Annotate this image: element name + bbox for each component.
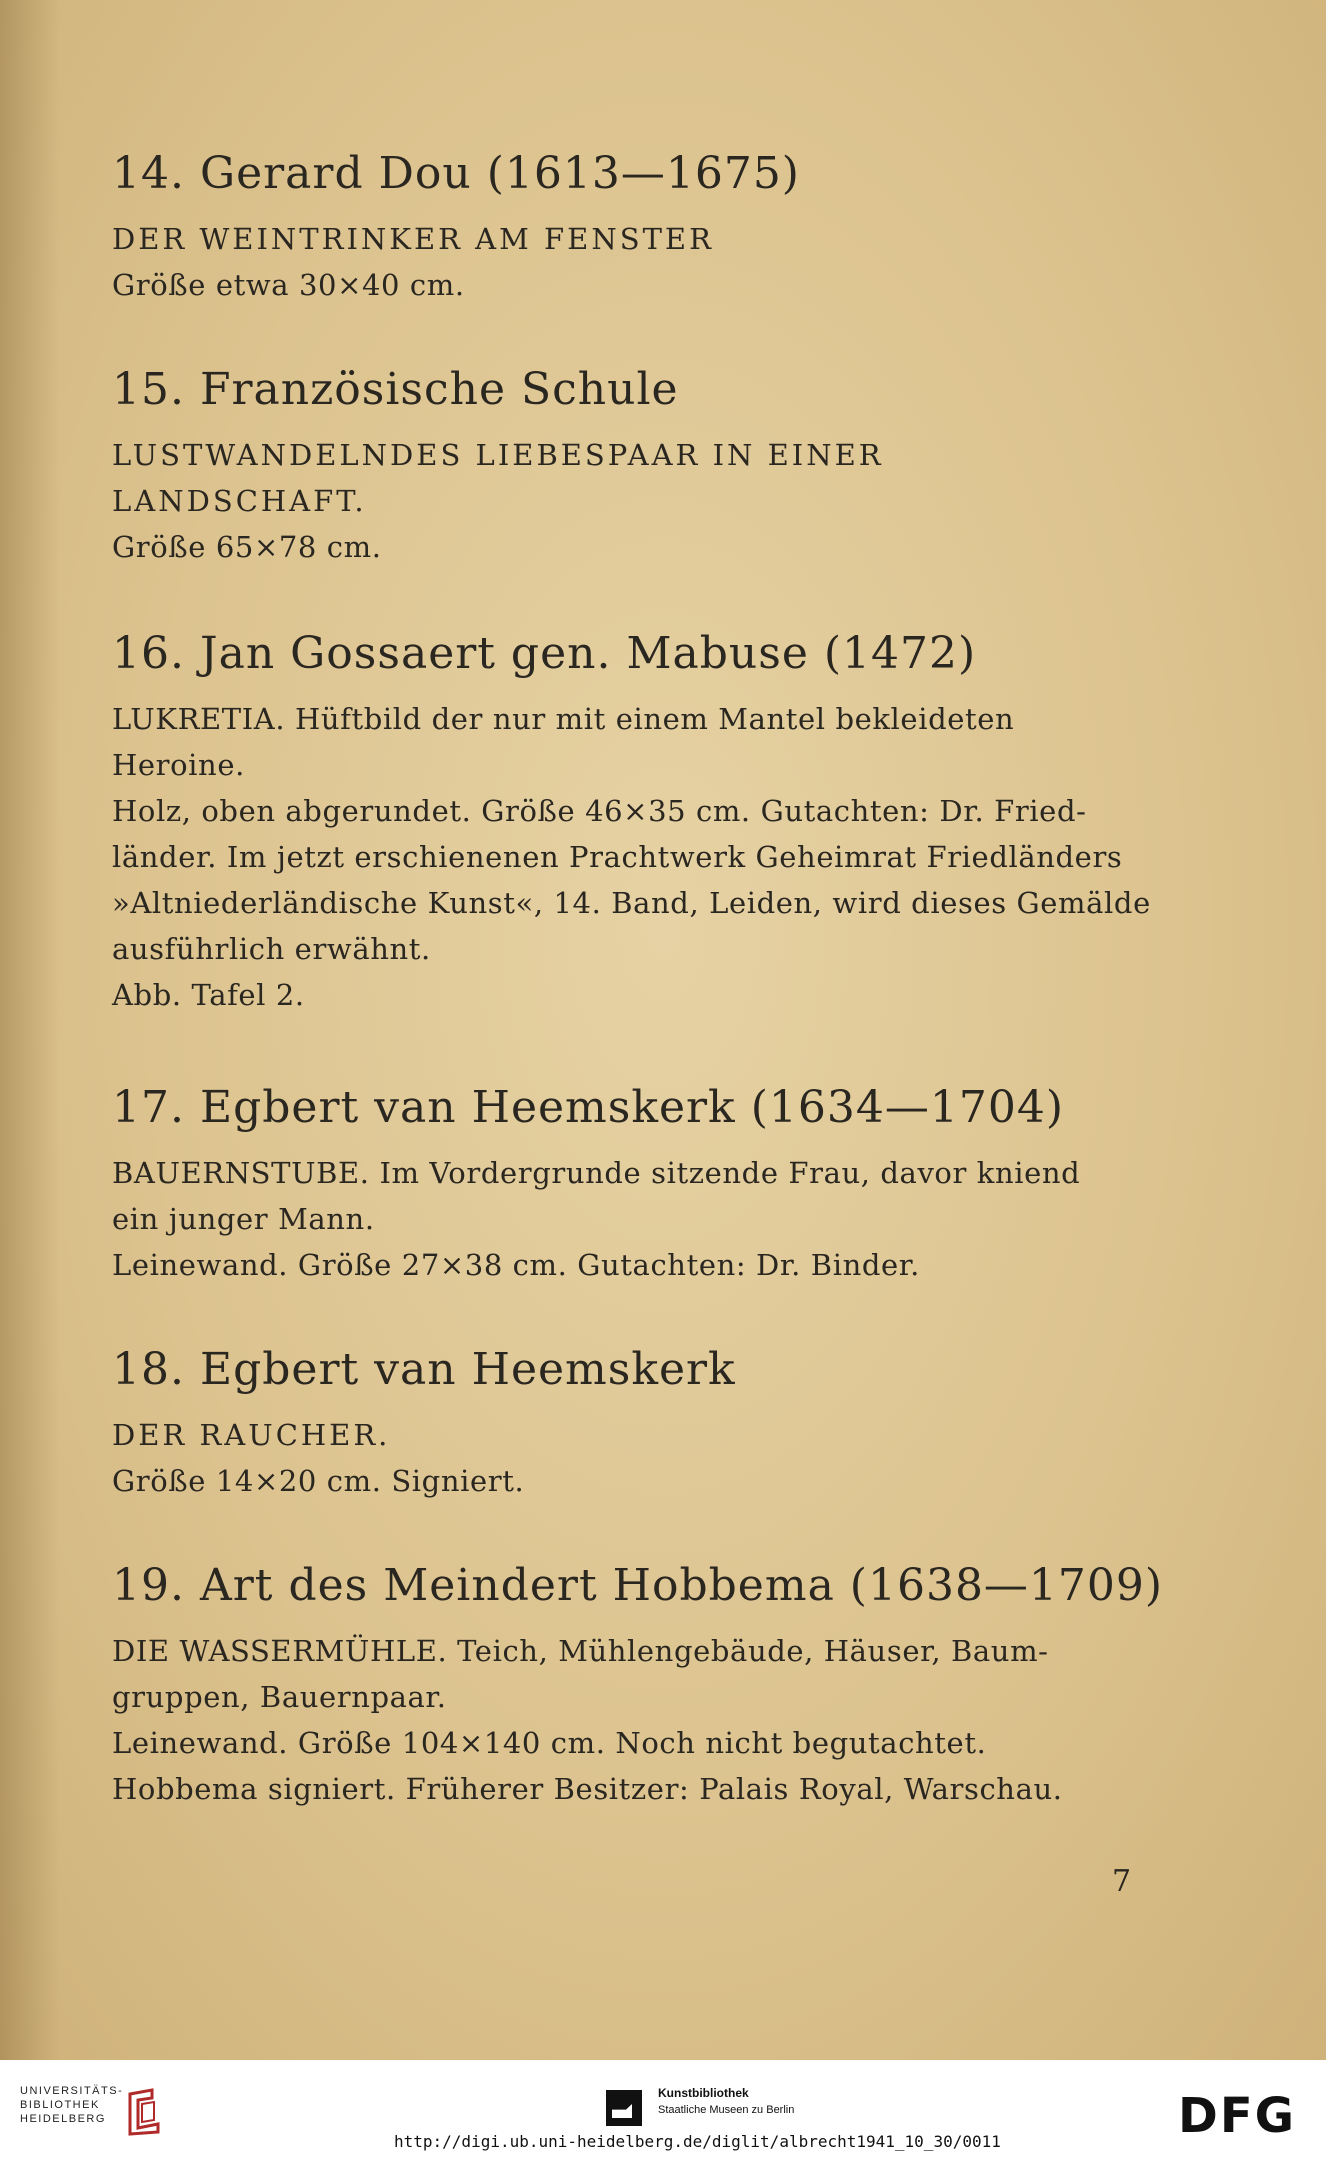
entry-heading: 17. Egbert van Heemskerk (1634—1704) [112,1082,1064,1133]
source-url-link[interactable]: http://digi.ub.uni-heidelberg.de/diglit/albrecht1941_10_30/0011 [394,2132,1001,2151]
footer-bar [0,2060,1326,2157]
kunstbibliothek-icon [606,2090,642,2126]
entry-line: Abb. Tafel 2. [112,978,305,1012]
catalog-entry-14 [112,146,1142,308]
entry-line: LANDSCHAFT. [112,484,367,518]
entry-line: Größe 14×20 cm. Signiert. [112,1464,525,1498]
entry-line: ausführlich erwähnt. [112,932,431,966]
entry-line: BAUERNSTUBE. Im Vordergrunde sitzende Frau, davor kniend [112,1156,1081,1190]
entry-line: DER RAUCHER. [112,1418,391,1452]
university-emblem-icon [124,2088,164,2136]
page-number: 7 [1112,1864,1132,1899]
kunstbibliothek-logo[interactable] [606,2082,846,2132]
entry-line: LUSTWANDELNDES LIEBESPAAR IN EINER [112,438,884,472]
entry-heading: 18. Egbert van Heemskerk [112,1344,736,1395]
entry-line: Größe etwa 30×40 cm. [112,268,465,302]
catalog-entry-17 [112,1080,1142,1288]
entry-heading: 19. Art des Meindert Hobbema (1638—1709) [112,1560,1164,1611]
entry-line: länder. Im jetzt erschienenen Prachtwerk Geheimrat Friedländers [112,840,1123,874]
entry-line: Heroine. [112,748,245,782]
entry-line: gruppen, Bauernpaar. [112,1680,447,1714]
entry-line: DIE WASSERMÜHLE. Teich, Mühlengebäude, Häuser, Baum- [112,1634,1049,1668]
entry-heading: 16. Jan Gossaert gen. Mabuse (1472) [112,628,977,679]
university-library-logo[interactable] [20,2084,180,2144]
entry-line: Holz, oben abgerundet. Größe 46×35 cm. Gutachten: Dr. Fried- [112,794,1087,828]
kunstbibliothek-title: Kunstbibliothek [658,2086,749,2100]
university-logo-text: UNIVERSITÄTS- BIBLIOTHEK HEIDELBERG [20,2085,124,2125]
catalog-entry-18 [112,1342,1142,1504]
entry-line: DER WEINTRINKER AM FENSTER [112,222,714,256]
kunstbibliothek-subtitle: Staatliche Museen zu Berlin [658,2104,795,2116]
dfg-logo[interactable]: DFG [1178,2088,1297,2144]
entry-line: LUKRETIA. Hüftbild der nur mit einem Mantel bekleideten [112,702,1015,736]
catalog-entry-16 [112,626,1151,1018]
entry-line: »Altniederländische Kunst«, 14. Band, Leiden, wird dieses Gemälde [112,886,1151,920]
entry-heading: 15. Französische Schule [112,364,679,415]
entry-heading: 14. Gerard Dou (1613—1675) [112,148,800,199]
catalog-entry-15 [112,362,1142,570]
entry-line: ein junger Mann. [112,1202,375,1236]
catalog-entry-19 [112,1558,1164,1812]
entry-line: Leinewand. Größe 27×38 cm. Gutachten: Dr. Binder. [112,1248,920,1282]
entry-line: Hobbema signiert. Früherer Besitzer: Palais Royal, Warschau. [112,1772,1063,1806]
entry-line: Leinewand. Größe 104×140 cm. Noch nicht begutachtet. [112,1726,987,1760]
entry-line: Größe 65×78 cm. [112,530,382,564]
